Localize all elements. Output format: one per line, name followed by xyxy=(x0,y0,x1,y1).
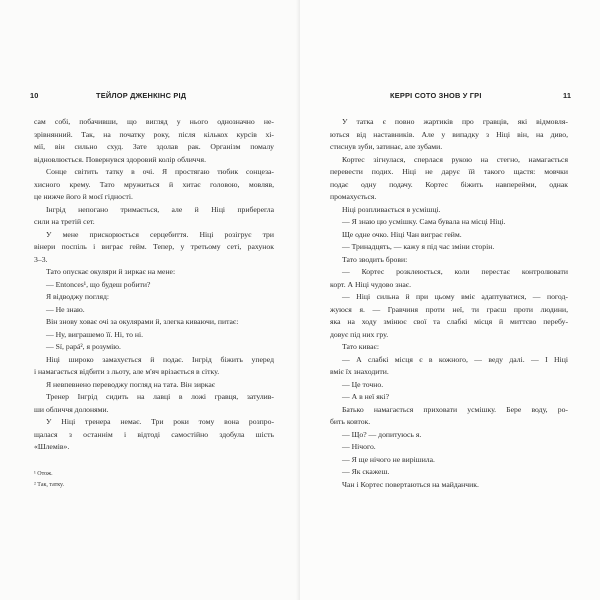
left-page-number: 10 xyxy=(30,91,39,100)
text-line: хисного крему. Тато мружиться й хитає головою, мовляв, xyxy=(34,179,274,189)
left-running-title: ТЕЙЛОР ДЖЕНКІНС РІД xyxy=(96,91,187,100)
text-line: вміє їх знаходити. xyxy=(330,367,389,376)
text-line: У татка є повно жартиків про гравців, які відмовля- xyxy=(342,117,568,126)
text-line: сили на третій сет. xyxy=(34,217,95,226)
text-line: — Не знаю. xyxy=(46,304,85,314)
text-line: Інгрід непогано тримається, але й Ніці прибереглa xyxy=(46,204,274,214)
footnote: ² Так, татку. xyxy=(34,481,64,488)
text-line: зрівнянний. Так, на початку року, після кількох курсів хі- xyxy=(34,129,274,139)
footnotes xyxy=(34,469,274,490)
text-line: — Як скажеш. xyxy=(342,467,390,476)
text-line: це нижче його й моєї гідності. xyxy=(34,192,133,201)
text-line: Тренер Інгрід сидить на лавці в ложі гравця, затулив- xyxy=(46,392,274,401)
text-line: — Тринадцять, — кажу я під час зміни сторін. xyxy=(342,242,495,251)
text-line: — Що? — допитуюсь я. xyxy=(342,429,422,439)
text-line: — Я знаю цю усмішку. Сама бувала на місці Ніці. xyxy=(342,217,506,226)
text-line: корт. А Ніці чудово знає. xyxy=(330,279,411,289)
text-line: Ще одне очко. Ніці Чан виграє гейм. xyxy=(342,229,462,239)
text-line: У мене прискорюється серцебиття. Ніці розігрує три xyxy=(46,229,274,239)
text-line: Я відводжу погляд: xyxy=(46,292,110,301)
text-line: Батько намагається приховати усмішку. Бере воду, ро- xyxy=(342,404,568,414)
text-line: — Ну, виграшемо її. Ні, то ні. xyxy=(46,329,144,339)
right-body-text xyxy=(330,116,568,491)
text-line: жуюся я. — Гравчиня проти неї, ти граєш проти людини, xyxy=(330,304,568,314)
text-line: мії, він сильно схуд. Зате здолав рак. Організм помалу xyxy=(34,142,274,151)
text-line: Тато зводить брови: xyxy=(342,254,408,264)
text-line: — А в неї які? xyxy=(342,392,390,401)
text-line: щалася з останнім і відтоді самостійно здобула шість xyxy=(34,429,274,439)
text-line: — Entonces¹, що будеш робити? xyxy=(46,279,151,289)
right-running-title: КЕРРІ СОТО ЗНОВ У ГРІ xyxy=(390,91,482,100)
text-line: яка на ходу змінює свої та слабкі місця й миттєво перебу- xyxy=(330,317,568,326)
right-page xyxy=(300,0,600,600)
text-line: Тато киває: xyxy=(342,342,379,351)
text-line: — Ніці сильна й при цьому вміє адаптуватися, — погод- xyxy=(342,292,568,301)
text-line: — Я ще нічого не вирішила. xyxy=(342,454,435,464)
text-line: — Sí, papá², я розумію. xyxy=(46,342,121,351)
text-line: Ніці розпливається в усмішці. xyxy=(342,204,441,214)
text-line: довує під них гру. xyxy=(330,329,389,339)
text-line: Кортес зігнулася, сперлася рукою на стегно, намагається xyxy=(342,154,568,164)
text-line: У Ніці тренера немає. Три роки тому вона розпро- xyxy=(46,417,274,426)
text-line: Тато опускає окуляри й зиркає на мене: xyxy=(46,267,176,276)
text-line: Він знову ховає очі за окулярами й, злегка киваючи, питає: xyxy=(46,317,239,326)
text-line: ються від наставників. Але у випадку з Ніці він, на диво, xyxy=(330,129,568,139)
text-line: стиснув зуби, затинає, але зубами. xyxy=(330,142,443,151)
footnote: ¹ Отож. xyxy=(34,471,53,477)
text-line: відновлюється. Повернувся здоровий колір обличчя. xyxy=(34,154,206,164)
text-line: «Шлемів». xyxy=(34,442,70,451)
text-line: промахується. xyxy=(330,192,377,201)
text-line: — Кортес розклеюється, коли перестає контролювати xyxy=(342,267,568,276)
left-body-text xyxy=(34,116,274,454)
text-line: перевести подих. Ніці не дарує їй такого щастя: мовчки xyxy=(330,167,568,176)
text-line: бить ковток. xyxy=(330,417,371,426)
text-line: — А слабкі місця є в кожного, — веду далі. — І Ніці xyxy=(342,354,568,364)
text-line: сам собі, побачивши, що вигляд у нього однозначно не- xyxy=(34,117,274,126)
text-line: Сонце світить татку в очі. Я простягаю тюбик сонцеза- xyxy=(46,167,274,176)
text-line: Я невпевнено переводжу погляд на тата. Він зиркає xyxy=(46,379,216,389)
text-line: подає одну подачу. Кортес біжить навперейми, однак xyxy=(330,179,568,189)
text-line: — Нічого. xyxy=(342,442,376,451)
text-line: — Це точно. xyxy=(342,379,384,389)
text-line: і намагається відбити з льоту, але м'яч врізається в сітку. xyxy=(34,367,220,376)
text-line: 3–3. xyxy=(34,254,48,264)
text-line: Чан і Кортес повертаються на майданчик. xyxy=(342,479,479,489)
text-line: Ніці широко замахується й подає. Інгрід біжить уперед xyxy=(46,354,274,364)
text-line: ши обличчя долонями. xyxy=(34,404,109,414)
text-line: вінери поспіль і виграє гейм. Тепер, у третьому сеті, рахунок xyxy=(34,242,274,251)
right-page-number: 11 xyxy=(563,91,572,100)
